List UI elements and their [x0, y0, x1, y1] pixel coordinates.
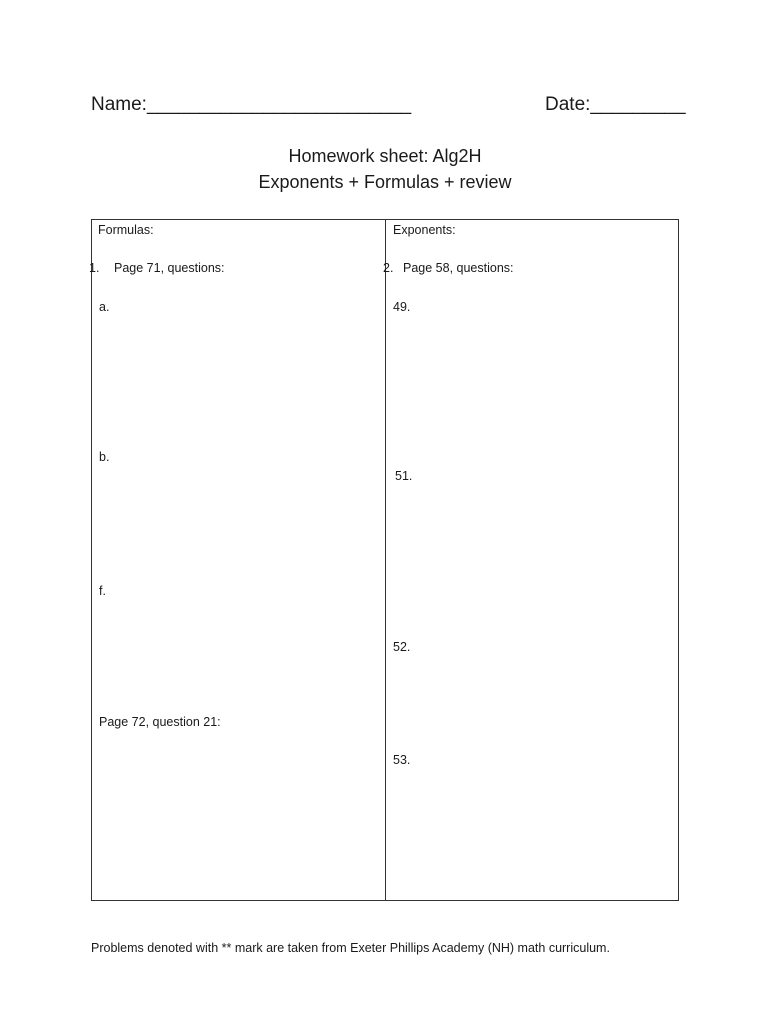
sheet-subtitle: Exponents + Formulas + review	[258, 172, 512, 192]
name-field-label: Name:_________________________	[91, 94, 412, 115]
formulas-item-b: b.	[99, 450, 110, 464]
sheet-title: Homework sheet: Alg2H	[288, 146, 482, 166]
footer-note: Problems denoted with ** mark are taken from Exeter Phillips Academy (NH) math curriculum.	[91, 941, 610, 955]
date-field-label: Date:_________	[545, 94, 686, 115]
formulas-item-f: f.	[99, 584, 106, 598]
exponents-item-51: 51.	[395, 469, 413, 483]
exponents-item-53: 53.	[393, 753, 411, 767]
exponents-item-49: 49.	[393, 300, 411, 314]
exponents-question-number: 2.	[383, 261, 394, 275]
exponents-question-text: Page 58, questions:	[403, 261, 514, 275]
exponents-item-52: 52.	[393, 640, 411, 654]
formulas-question-number: 1.	[89, 261, 100, 275]
formulas-extra-question: Page 72, question 21:	[99, 715, 221, 729]
formulas-question-text: Page 71, questions:	[114, 261, 225, 275]
column-divider	[385, 219, 386, 901]
formulas-heading: Formulas:	[98, 223, 154, 237]
formulas-item-a: a.	[99, 300, 110, 314]
exponents-heading: Exponents:	[393, 223, 456, 237]
